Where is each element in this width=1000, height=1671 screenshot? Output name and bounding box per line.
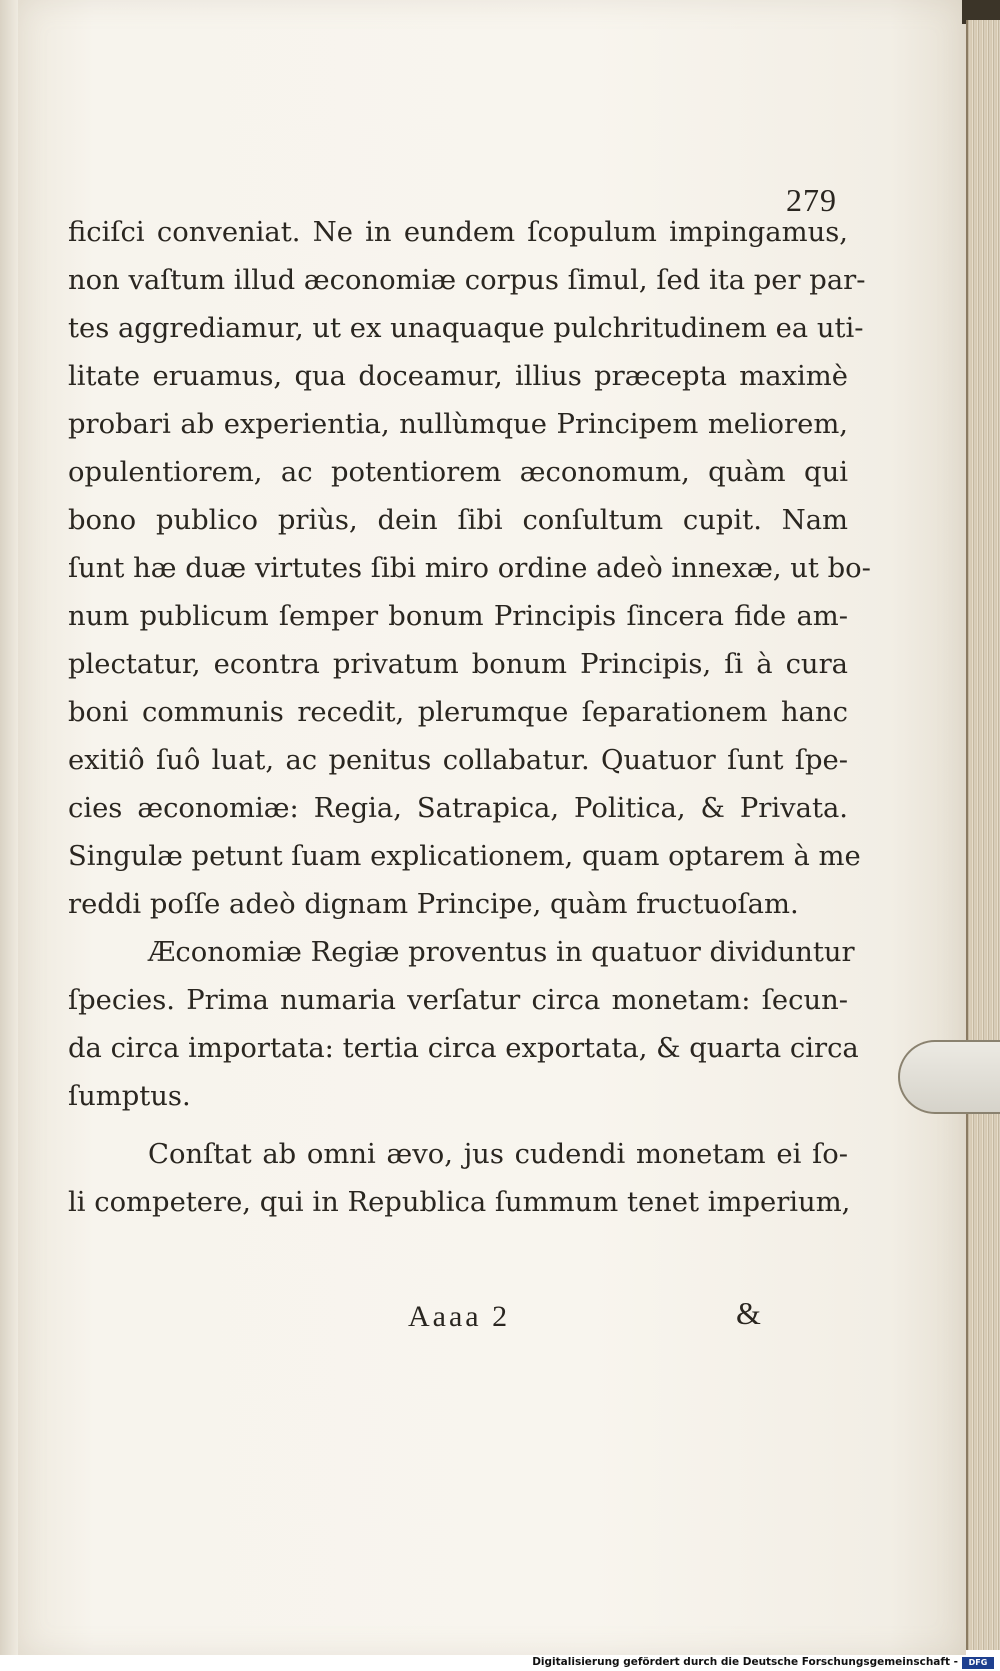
text-line: cies æconomiæ: Regia, Satrapica, Politica, & Privata. bbox=[68, 793, 848, 824]
text-line: boni communis recedit, plerumque ſeparationem hanc bbox=[68, 697, 848, 728]
text-line: ſunt hæ duæ virtutes ſibi miro ordine adeò innexæ, ut bo- bbox=[68, 553, 871, 584]
text-line: ſpecies. Prima numaria verſatur circa monetam: ſecun- bbox=[68, 985, 848, 1016]
text-line: da circa importata: tertia circa exportata, & quarta circa bbox=[68, 1033, 859, 1064]
text-line: tes aggrediamur, ut ex unaquaque pulchritudinem ea uti- bbox=[68, 313, 864, 344]
text-line: num publicum ſemper bonum Principis ſincera fide am- bbox=[68, 601, 848, 632]
page-block-edges bbox=[966, 20, 1000, 1650]
text-line: li competere, qui in Republica ſummum tenet imperium, bbox=[68, 1187, 851, 1218]
text-line: ficiſci conveniat. Ne in eundem ſcopulum impingamus, bbox=[68, 217, 848, 248]
dfg-logo: DFG bbox=[962, 1657, 994, 1669]
text-line: bono publico priùs, dein ſibi conſultum cupit. Nam bbox=[68, 505, 848, 536]
text-line-indent: Æconomiæ Regiæ proventus in quatuor dividuntur bbox=[148, 937, 855, 968]
digitization-credit: Digitalisierung gefördert durch die Deutsche Forschungsgemeinschaft - bbox=[532, 1656, 958, 1668]
text-line: opulentiorem, ac potentiorem æconomum, quàm qui bbox=[68, 457, 848, 488]
text-line: litate eruamus, qua doceamur, illius præcepta maximè bbox=[68, 361, 848, 392]
text-line: exitiô ſuô luat, ac penitus collabatur. Quatuor ſunt ſpe- bbox=[68, 745, 848, 776]
page-number: 279 bbox=[786, 182, 837, 218]
text-line-indent: Conſtat ab omni ævo, jus cudendi monetam ei ſo- bbox=[148, 1139, 848, 1170]
text-line: reddi poſſe adeò dignam Principe, quàm fructuoſam. bbox=[68, 889, 799, 920]
text-line: non vaſtum illud æconomiæ corpus ſimul, ſed ita per par- bbox=[68, 265, 866, 296]
text-line: probari ab experientia, nullùmque Principem meliorem, bbox=[68, 409, 848, 440]
text-line: plectatur, econtra privatum bonum Principis, ſi à cura bbox=[68, 649, 848, 680]
text-line: ſumptus. bbox=[68, 1081, 191, 1112]
signature-mark: Aaaa 2 bbox=[408, 1300, 511, 1333]
text-line: Singulæ petunt ſuam explicationem, quam optarem à me bbox=[68, 841, 861, 872]
page-clip-tab bbox=[898, 1040, 1000, 1114]
catchword: & bbox=[736, 1295, 761, 1331]
